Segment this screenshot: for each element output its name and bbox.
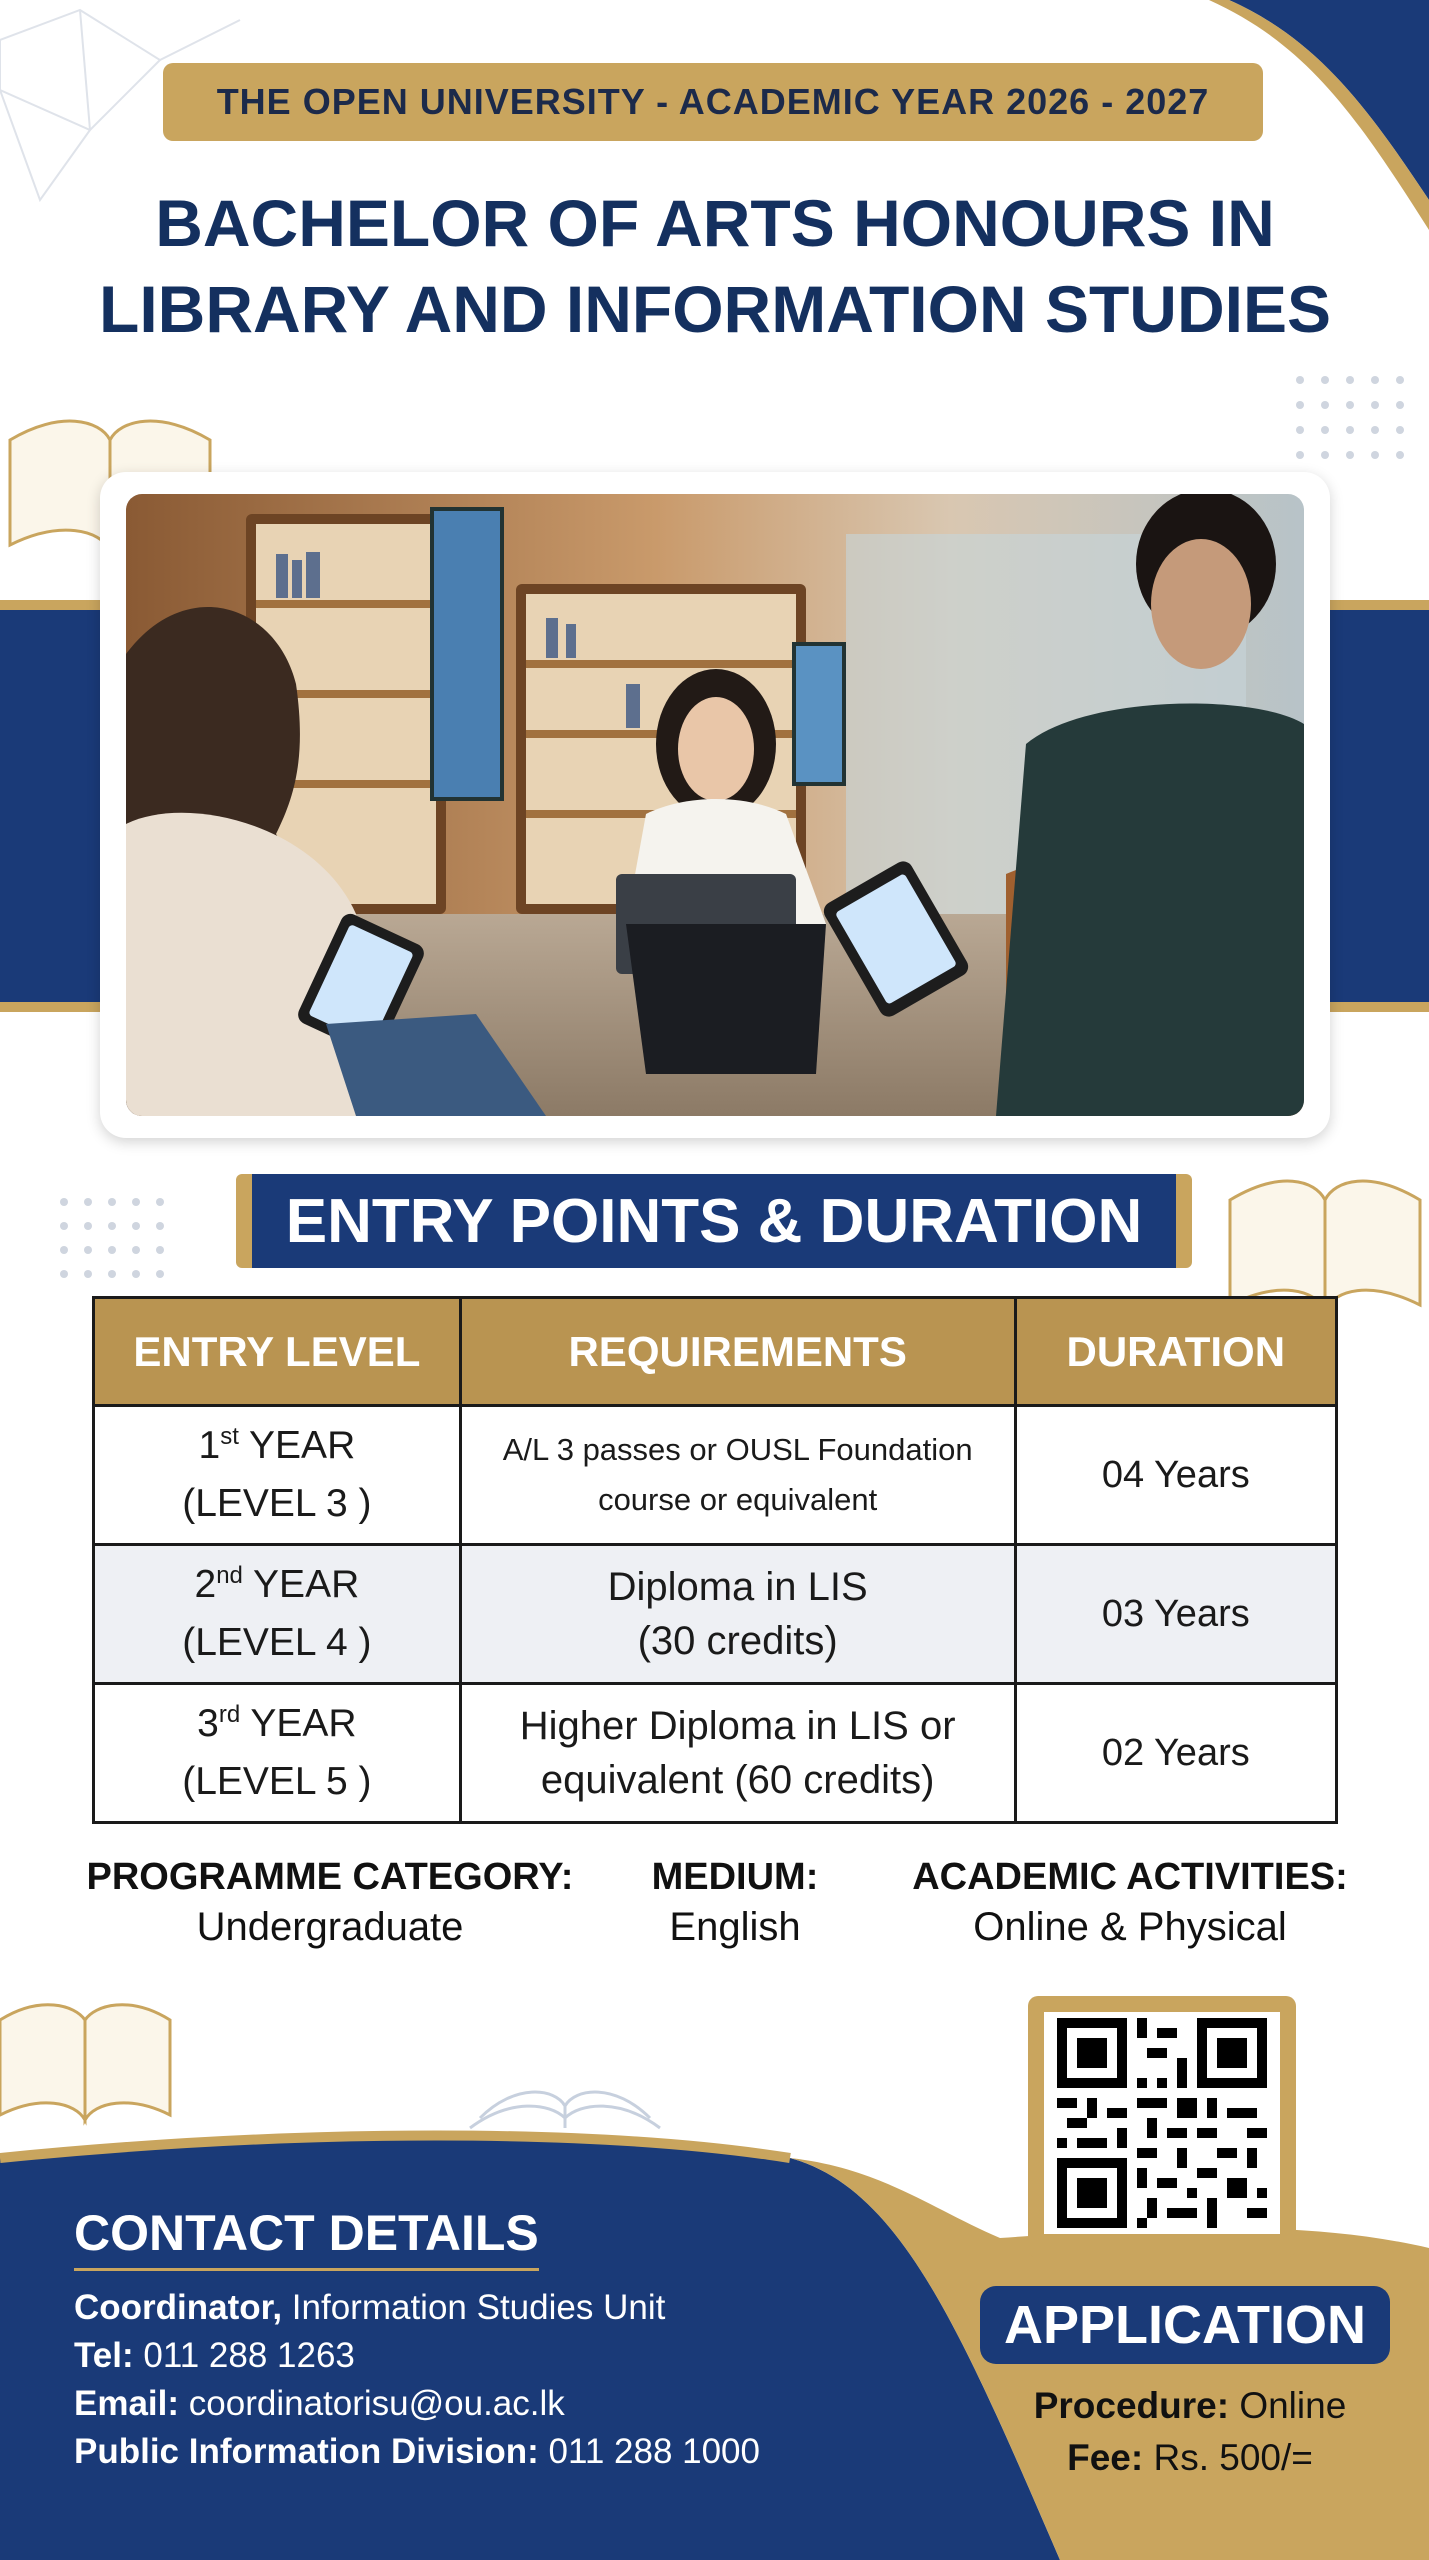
year-suffix: st xyxy=(220,1423,239,1450)
entry-level-cell xyxy=(94,1684,461,1823)
academic-activities-value: Online & Physical xyxy=(973,1905,1287,1949)
entry-level-cell xyxy=(94,1406,461,1545)
dots-decoration xyxy=(1290,370,1410,470)
requirement-cell xyxy=(460,1684,1015,1823)
requirement-line-2: (30 credits) xyxy=(637,1619,838,1663)
year-number: 3 xyxy=(197,1702,219,1745)
academic-activities xyxy=(890,1856,1370,1950)
year-word: YEAR xyxy=(250,1702,357,1745)
procedure-label: Procedure: xyxy=(1033,2385,1230,2426)
entry-points-banner: ENTRY POINTS & DURATION xyxy=(236,1174,1192,1268)
requirement-cell xyxy=(460,1545,1015,1684)
programme-category-label: PROGRAMME CATEGORY: xyxy=(86,1856,574,1898)
medium-label: MEDIUM: xyxy=(651,1856,819,1898)
contact-details-title: CONTACT DETAILS xyxy=(74,2204,539,2271)
year-number: 1 xyxy=(198,1424,221,1467)
entry-points-table xyxy=(92,1296,1338,1824)
tel-line xyxy=(74,2332,760,2380)
email-label: Email: xyxy=(74,2384,180,2423)
medium xyxy=(600,1856,870,1950)
fee-line xyxy=(990,2432,1390,2484)
requirement-text: A/L 3 passes or OUSL Foundation course or equivalent xyxy=(502,1432,973,1517)
duration-cell: 04 Years xyxy=(1015,1406,1336,1545)
coordinator-value: Information Studies Unit xyxy=(291,2288,666,2327)
requirement-line-2: equivalent (60 credits) xyxy=(540,1758,935,1802)
fee-label: Fee: xyxy=(1067,2437,1144,2478)
application-details xyxy=(990,2380,1390,2484)
qr-code-icon xyxy=(1057,2018,1267,2228)
qr-code[interactable] xyxy=(1044,2012,1280,2234)
column-header-requirements: REQUIREMENTS xyxy=(460,1298,1015,1406)
column-header-entry-level: ENTRY LEVEL xyxy=(94,1298,461,1406)
tel-label: Tel: xyxy=(74,2336,134,2375)
table-row xyxy=(94,1406,1337,1545)
library-students-photo xyxy=(126,494,1304,1116)
qr-code-frame[interactable] xyxy=(1028,1996,1296,2258)
procedure-value: Online xyxy=(1239,2385,1347,2426)
public-info-value[interactable]: 011 288 1000 xyxy=(548,2432,760,2471)
year-word: YEAR xyxy=(253,1563,360,1606)
year-number: 2 xyxy=(194,1563,217,1606)
level-label: (LEVEL 5 ) xyxy=(182,1760,372,1803)
dots-decoration xyxy=(58,1196,168,1286)
academic-year-ribbon: THE OPEN UNIVERSITY - ACADEMIC YEAR 2026 - 2027 xyxy=(163,63,1263,141)
open-book-icon xyxy=(460,2058,670,2138)
requirement-cell xyxy=(460,1406,1015,1545)
year-word: YEAR xyxy=(249,1424,356,1467)
fee-value: Rs. 500/= xyxy=(1153,2437,1313,2478)
requirement-line-1: Higher Diploma in LIS or xyxy=(519,1704,956,1748)
public-info-line xyxy=(74,2428,760,2476)
title-line-2: LIBRARY AND INFORMATION STUDIES xyxy=(99,272,1331,346)
public-info-label: Public Information Division: xyxy=(74,2432,539,2471)
column-header-duration: DURATION xyxy=(1015,1298,1336,1406)
application-badge: APPLICATION xyxy=(980,2286,1390,2364)
duration-cell: 02 Years xyxy=(1015,1684,1336,1823)
table-row xyxy=(94,1545,1337,1684)
table-row xyxy=(94,1684,1337,1823)
title-line-1: BACHELOR OF ARTS HONOURS IN xyxy=(155,186,1275,260)
open-book-icon xyxy=(0,1970,180,2130)
table-header-row xyxy=(94,1298,1337,1406)
programme-category-value: Undergraduate xyxy=(196,1905,464,1949)
year-suffix: nd xyxy=(216,1562,243,1589)
procedure-line xyxy=(990,2380,1390,2432)
requirement-line-1: Diploma in LIS xyxy=(607,1565,868,1609)
duration-cell: 03 Years xyxy=(1015,1545,1336,1684)
year-suffix: rd xyxy=(218,1701,241,1728)
email-value[interactable]: coordinatorisu@ou.ac.lk xyxy=(188,2384,565,2423)
contact-details xyxy=(74,2284,760,2476)
open-book-icon xyxy=(1220,1140,1429,1320)
academic-activities-label: ACADEMIC ACTIVITIES: xyxy=(912,1856,1348,1898)
coordinator-line xyxy=(74,2284,760,2332)
programme-category xyxy=(80,1856,580,1950)
level-label: (LEVEL 4 ) xyxy=(182,1621,372,1664)
entry-level-cell xyxy=(94,1545,461,1684)
page-title xyxy=(20,180,1410,352)
medium-value: English xyxy=(669,1905,801,1949)
coordinator-label: Coordinator, xyxy=(74,2288,283,2327)
tel-value[interactable]: 011 288 1263 xyxy=(143,2336,355,2375)
email-line xyxy=(74,2380,760,2428)
level-label: (LEVEL 3 ) xyxy=(182,1482,372,1525)
